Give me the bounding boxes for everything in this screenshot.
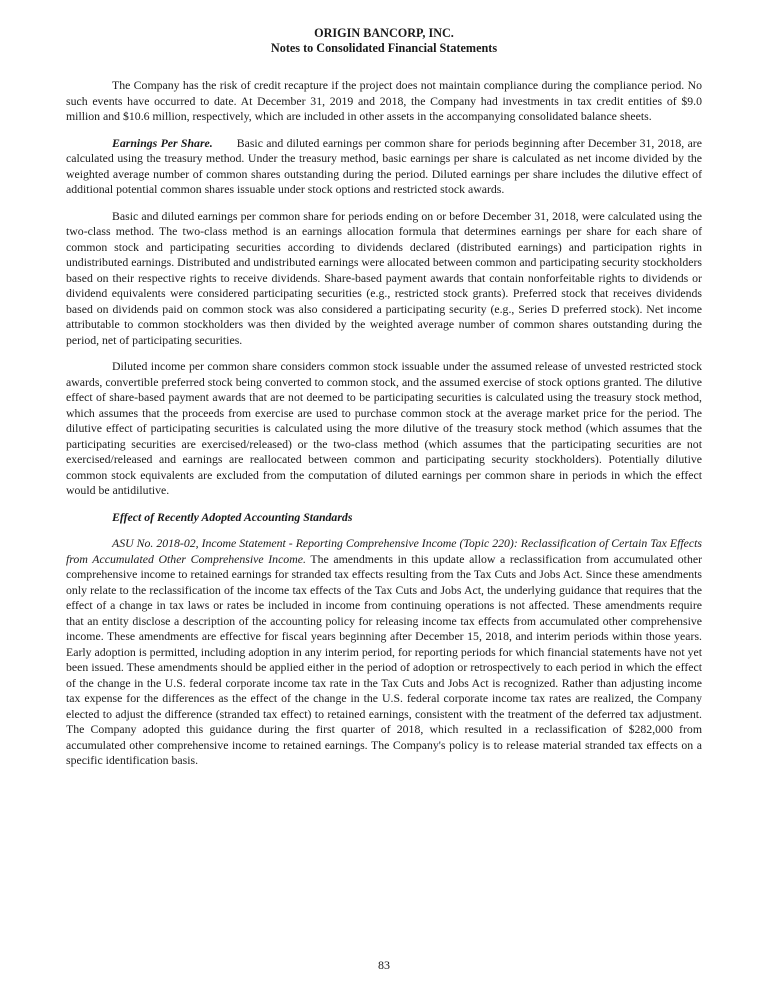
page-subtitle: Notes to Consolidated Financial Statements (270, 41, 498, 55)
paragraph-eps (66, 136, 702, 198)
paragraph-asu (66, 536, 702, 769)
asu-text: The amendments in this update allow a reclassification from accumulated other comprehensive income to retained earnings for stranded tax effects resulting from the Tax Cuts and Jobs Act. Since these amendments only relate to the reclassification of the income tax effects of the Tax Cuts and Jobs Act, the underlying guidance that requires that the effect of a change in tax laws or rates be included in income from continuing operations is not affected. These amendments require that an entity disclose a description of the accounting policy for releasing income tax effects from accumulated other comprehensive income. These amendments are effective for fiscal years beginning after December 15, 2018, and interim periods within those years. Early adoption is permitted, including adoption in any interim period, for reporting periods for which financial statements have not yet been issued. These amendments should be applied either in the period of adoption or retrospectively to each period in which the effect of the change in the U.S. federal corporate income tax rate in the Tax Cuts and Jobs Act is recognized. Rather than adjusting income tax expense for the differences as the effect of the change in the U.S. federal corporate income tax rates are realized, the Company elected to adjust the difference (stranded tax effect) to retained earnings, consistent with the treatment of the deferred tax adjustment. The Company adopted this guidance during the first quarter of 2018, which resulted in a reclassification of $282,000 from accumulated other comprehensive income to retained earnings. The Company's policy is to release material stranded tax effects on a specific identification basis. (66, 551, 703, 767)
paragraph-tax-credit: The Company has the risk of credit recapture if the project does not maintain compliance during the compliance period. No such events have occurred to date. At December 31, 2019 and 2018, the Company had investments in tax credit entities of $9.0 million and $10.6 million, respectively, which are included in other assets in the accompanying consolidated balance sheets. (66, 78, 702, 123)
paragraph-two-class: Basic and diluted earnings per common share for periods ending on or before December 31, 2018, were calculated using the two-class method. The two-class method is an earnings allocation formula that determines earnings per share for each share of common stock and participating securities according to dividends declared (distributed earnings) and participation rights in undistributed earnings. Distributed and undistributed earnings were allocated between common and participating security stockholders based on their respective rights to receive dividends. Share-based payment awards that contain nonforfeitable rights to dividends or dividend equivalents were considered participating securities (e.g., restricted stock grants). Preferred stock that receives dividends based on dividends paid on common stock was also considered a participating security (e.g., Series D preferred stock). Net income attributable to common stockholders was then divided by the weighted average number of common shares outstanding during the period, net of participating securities. (66, 208, 702, 347)
body-text (66, 78, 702, 769)
paragraph-diluted: Diluted income per common share considers common stock issuable under the assumed release of unvested restricted stock awards, convertible preferred stock being converted to common stock, and the assumed exercise of stock options granted. The dilutive effect of share-based payment awards that are not deemed to be participating securities is calculated using the treasury stock method, which assumes that the proceeds from exercise are used to purchase common stock at the average market price for the period. The dilutive effect of participating securities is calculated using the more dilutive of the treasury stock method (which assumes that the participating securities are exercised/released) or the two-class method (which assumes that the participating securities are not exercised/released and earnings are reallocated between common and participating security stockholders). Potentially dilutive common stock equivalents are excluded from the computation of diluted earnings per common share in periods in which the effect would be antidilutive. (66, 359, 702, 497)
eps-heading: Earnings Per Share. (112, 135, 213, 150)
asu-title: ASU No. 2018-02, Income Statement - Reporting Comprehensive Income (Topic 220): Reclassification of Certain Tax Effects from Accumulated Other Comprehensive Income. (66, 536, 702, 566)
eps-text: Basic and diluted earnings per common share for periods beginning after December 31, 2018, are calculated using the treasury method. Under the treasury method, basic earnings per share is calculated as net income divided by the weighted average number of common shares outstanding during the period. Diluted earnings per share includes the dilutive effect of additional potential common shares issuable under stock options and restricted stock awards. (66, 135, 702, 196)
company-name: ORIGIN BANCORP, INC. (314, 26, 454, 40)
page-number: 83 (378, 958, 390, 972)
page-header (66, 26, 702, 56)
section-title: Effect of Recently Adopted Accounting Standards (112, 509, 353, 524)
